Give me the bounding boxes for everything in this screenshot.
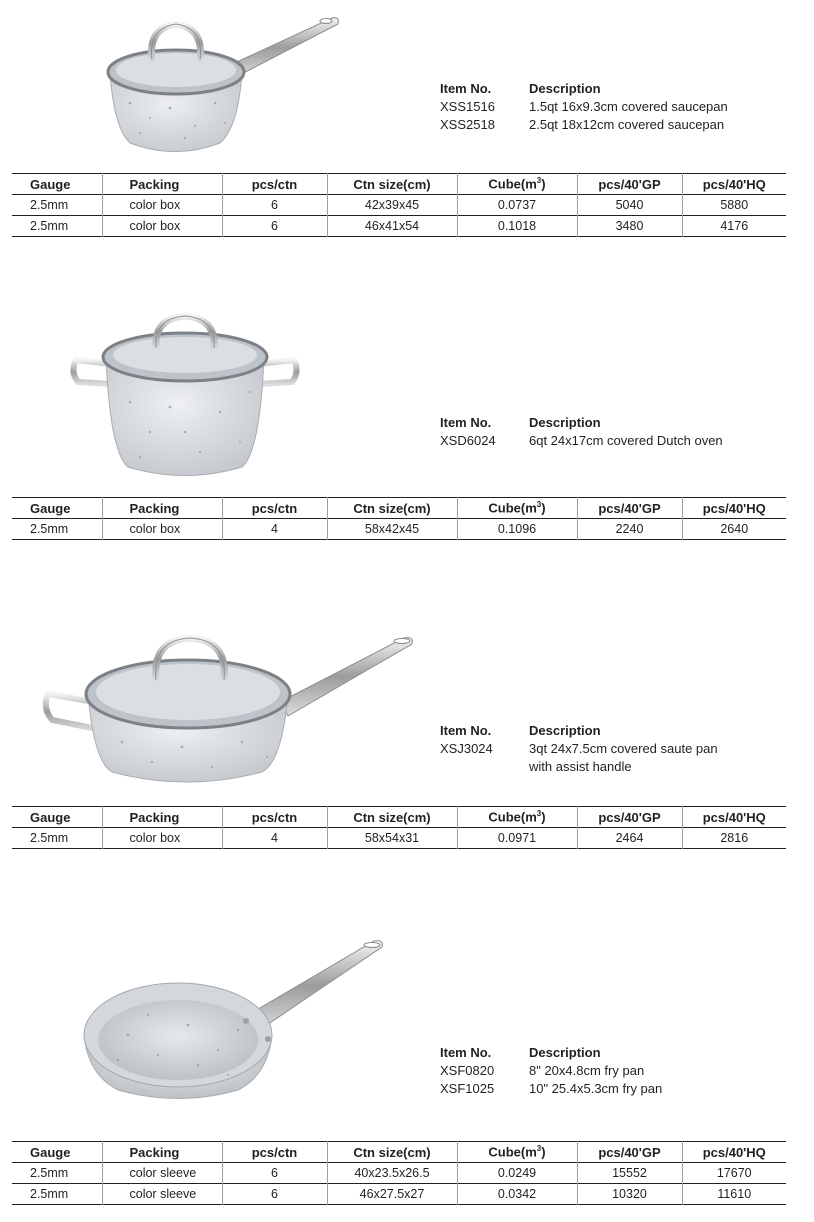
pcs-40gp-header: pcs/40'GP [577, 174, 682, 195]
spec-table [12, 173, 786, 237]
table-row [12, 828, 786, 849]
pcs-40hq-header: pcs/40'HQ [682, 498, 786, 519]
pcs-ctn-header: pcs/ctn [222, 1142, 327, 1163]
ctn-size-header: Ctn size(cm) [327, 1142, 457, 1163]
item-no: XSF1025 [440, 1081, 495, 1096]
cube-cell: 0.0249 [457, 1163, 577, 1184]
cube-header: $Cube(m^3)$ [457, 498, 577, 519]
pcs-ctn-header: pcs/ctn [222, 174, 327, 195]
gauge-header: Gauge [30, 1144, 71, 1160]
item-description: 3qt 24x7.5cm covered saute pan [529, 741, 718, 756]
pcs-40hq-cell: 17670 [682, 1163, 786, 1184]
product-description [440, 414, 770, 450]
packing-header: Packing [102, 1142, 222, 1163]
pcs-40gp-header: pcs/40'GP [577, 1142, 682, 1163]
item-description: 10" 25.4x5.3cm fry pan [529, 1081, 663, 1096]
gauge-header: Gauge [30, 176, 71, 192]
pcs-40hq-cell: 5880 [682, 195, 786, 216]
table-header-row [12, 807, 786, 828]
pcs-40gp-cell: 2464 [577, 828, 682, 849]
table-header-row [12, 1142, 786, 1163]
item-description: with assist handle [529, 759, 632, 774]
gauge-cell: 2.5mm [30, 522, 69, 536]
packing-cell: color box [102, 195, 222, 216]
pcs-ctn-cell: 6 [222, 195, 327, 216]
spec-table [12, 1141, 786, 1205]
pcs-40gp-cell: 2240 [577, 519, 682, 540]
product-description [440, 722, 770, 776]
item-no-header: Item No. [440, 81, 492, 96]
product-description [440, 1044, 770, 1098]
item-description: 6qt 24x17cm covered Dutch oven [529, 433, 723, 448]
gauge-header: Gauge [30, 809, 71, 825]
ctn-size-cell: 58x54x31 [327, 828, 457, 849]
gauge-cell: 2.5mm [30, 1166, 69, 1180]
pcs-ctn-cell: 6 [222, 216, 327, 237]
pcs-40gp-cell: 5040 [577, 195, 682, 216]
gauge-header: Gauge [30, 500, 71, 516]
fry-pan-image [78, 935, 388, 1105]
cube-header: $Cube(m^3)$ [457, 1142, 577, 1163]
ctn-size-cell: 58x42x45 [327, 519, 457, 540]
item-no-header: Item No. [440, 1045, 492, 1060]
saucepan-image [100, 8, 345, 158]
item-no [440, 758, 529, 776]
table-row [12, 195, 786, 216]
description-header: Description [529, 415, 601, 430]
saute-pan-image [42, 632, 417, 792]
cube-cell: 0.1018 [457, 216, 577, 237]
item-description: 2.5qt 18x12cm covered saucepan [529, 117, 725, 132]
item-no-header: Item No. [440, 415, 492, 430]
packing-cell: color box [102, 519, 222, 540]
ctn-size-header: Ctn size(cm) [327, 807, 457, 828]
description-header: Description [529, 723, 601, 738]
pcs-ctn-cell: 4 [222, 828, 327, 849]
table-row [12, 216, 786, 237]
pcs-ctn-cell: 4 [222, 519, 327, 540]
item-no: XSS2518 [440, 117, 495, 132]
table-row [12, 1163, 786, 1184]
ctn-size-cell: 40x23.5x26.5 [327, 1163, 457, 1184]
pcs-40hq-cell: 4176 [682, 216, 786, 237]
table-row [12, 1184, 786, 1205]
packing-header: Packing [102, 174, 222, 195]
cube-header: $Cube(m^3)$ [457, 174, 577, 195]
packing-cell: color sleeve [102, 1184, 222, 1205]
ctn-size-cell: 46x41x54 [327, 216, 457, 237]
pcs-40hq-header: pcs/40'HQ [682, 174, 786, 195]
cube-cell: 0.0737 [457, 195, 577, 216]
item-no: XSF0820 [440, 1063, 495, 1078]
gauge-cell: 2.5mm [30, 219, 69, 233]
table-row [12, 519, 786, 540]
product-description [440, 80, 770, 134]
packing-cell: color box [102, 828, 222, 849]
pcs-40gp-cell: 3480 [577, 216, 682, 237]
ctn-size-cell: 46x27.5x27 [327, 1184, 457, 1205]
packing-header: Packing [102, 807, 222, 828]
item-no: XSJ3024 [440, 741, 493, 756]
pcs-40hq-cell: 11610 [682, 1184, 786, 1205]
pcs-ctn-cell: 6 [222, 1184, 327, 1205]
pcs-40hq-cell: 2640 [682, 519, 786, 540]
gauge-cell: 2.5mm [30, 1187, 69, 1201]
pcs-40hq-header: pcs/40'HQ [682, 1142, 786, 1163]
pcs-40gp-header: pcs/40'GP [577, 498, 682, 519]
cube-cell: 0.0971 [457, 828, 577, 849]
pcs-ctn-header: pcs/ctn [222, 807, 327, 828]
pcs-40hq-header: pcs/40'HQ [682, 807, 786, 828]
pcs-40gp-header: pcs/40'GP [577, 807, 682, 828]
packing-cell: color box [102, 216, 222, 237]
pcs-40gp-cell: 15552 [577, 1163, 682, 1184]
description-header: Description [529, 81, 601, 96]
table-header-row [12, 174, 786, 195]
packing-header: Packing [102, 498, 222, 519]
packing-cell: color sleeve [102, 1163, 222, 1184]
pcs-ctn-header: pcs/ctn [222, 498, 327, 519]
cube-cell: 0.1096 [457, 519, 577, 540]
spec-table [12, 806, 786, 849]
spec-table [12, 497, 786, 540]
item-no: XSS1516 [440, 99, 495, 114]
pcs-40hq-cell: 2816 [682, 828, 786, 849]
ctn-size-header: Ctn size(cm) [327, 174, 457, 195]
ctn-size-cell: 42x39x45 [327, 195, 457, 216]
item-description: 8" 20x4.8cm fry pan [529, 1063, 645, 1078]
table-header-row [12, 498, 786, 519]
pcs-ctn-cell: 6 [222, 1163, 327, 1184]
gauge-cell: 2.5mm [30, 831, 69, 845]
dutch-oven-image [70, 312, 300, 482]
item-description: 1.5qt 16x9.3cm covered saucepan [529, 99, 728, 114]
gauge-cell: 2.5mm [30, 198, 69, 212]
pcs-40gp-cell: 10320 [577, 1184, 682, 1205]
cube-header: $Cube(m^3)$ [457, 807, 577, 828]
item-no: XSD6024 [440, 433, 496, 448]
ctn-size-header: Ctn size(cm) [327, 498, 457, 519]
cube-cell: 0.0342 [457, 1184, 577, 1205]
item-no-header: Item No. [440, 723, 492, 738]
description-header: Description [529, 1045, 601, 1060]
